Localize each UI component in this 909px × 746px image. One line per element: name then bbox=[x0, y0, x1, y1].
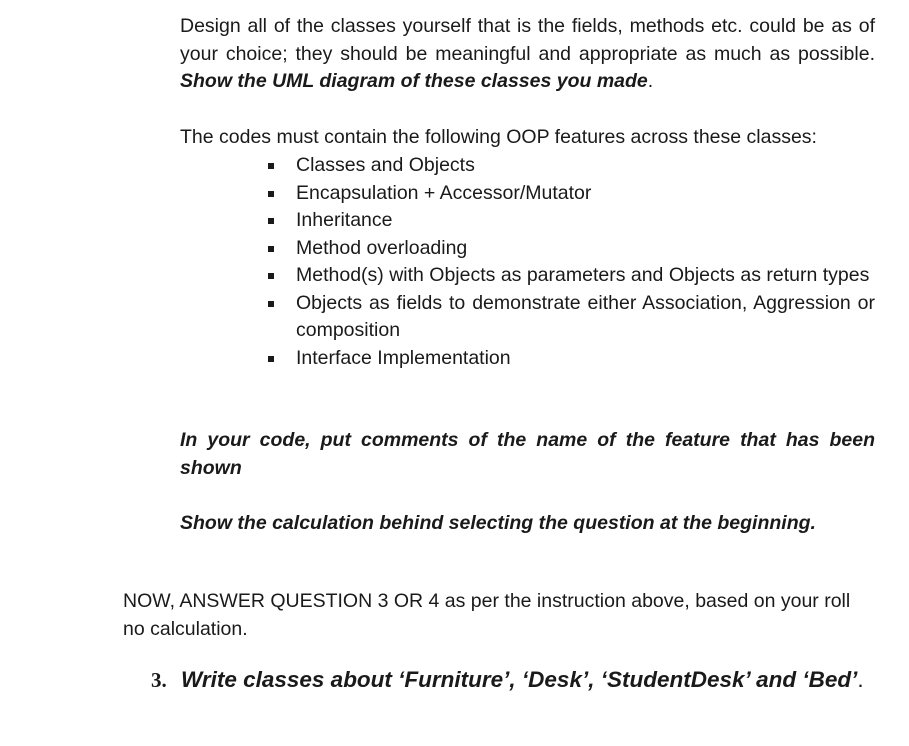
list-item bbox=[268, 290, 875, 345]
list-item bbox=[268, 207, 875, 235]
question-end: . bbox=[857, 667, 864, 692]
square-bullet-icon bbox=[268, 301, 274, 307]
question-3 bbox=[151, 665, 864, 695]
features-list bbox=[268, 152, 875, 372]
features-intro: The codes must contain the following OOP features across these classes: bbox=[180, 126, 817, 148]
feature-label: Interface Implementation bbox=[296, 346, 511, 369]
intro-text: Design all of the classes yourself that is the fields, methods etc. could be as of your choice; they should be meaningful and appropriate as much as possible. bbox=[180, 15, 875, 65]
list-item bbox=[268, 235, 875, 263]
question-text: Write classes about ‘Furniture’, ‘Desk’, ‘StudentDesk’ and ‘Bed’ bbox=[181, 667, 858, 692]
feature-label: Objects as fields to demonstrate either Association, Aggression or composition bbox=[296, 291, 875, 341]
calculation-instruction: Show the calculation behind selecting the question at the beginning. bbox=[180, 512, 816, 534]
comment-instruction: In your code, put comments of the name of the feature that has been shown bbox=[180, 429, 875, 479]
square-bullet-icon bbox=[268, 163, 274, 169]
feature-label: Classes and Objects bbox=[296, 154, 475, 176]
uml-emphasis: Show the UML diagram of these classes you made bbox=[180, 70, 648, 92]
square-bullet-icon bbox=[268, 356, 274, 362]
list-item bbox=[268, 180, 875, 208]
feature-label: Method(s) with Objects as parameters and Objects as return types bbox=[296, 264, 870, 286]
feature-label: Method overloading bbox=[296, 236, 468, 259]
intro-end: . bbox=[647, 70, 654, 92]
intro-paragraph bbox=[180, 13, 875, 96]
square-bullet-icon bbox=[268, 218, 274, 224]
question-number: 3. bbox=[151, 668, 167, 692]
list-item bbox=[268, 152, 875, 180]
list-item bbox=[268, 262, 875, 290]
square-bullet-icon bbox=[268, 191, 274, 197]
feature-label: Inheritance bbox=[296, 209, 393, 231]
feature-label: Encapsulation + Accessor/Mutator bbox=[296, 181, 592, 204]
list-item bbox=[268, 345, 875, 373]
answer-instruction: NOW, ANSWER QUESTION 3 OR 4 as per the instruction above, based on your roll no calculation. bbox=[123, 590, 851, 640]
square-bullet-icon bbox=[268, 273, 274, 279]
square-bullet-icon bbox=[268, 246, 274, 252]
